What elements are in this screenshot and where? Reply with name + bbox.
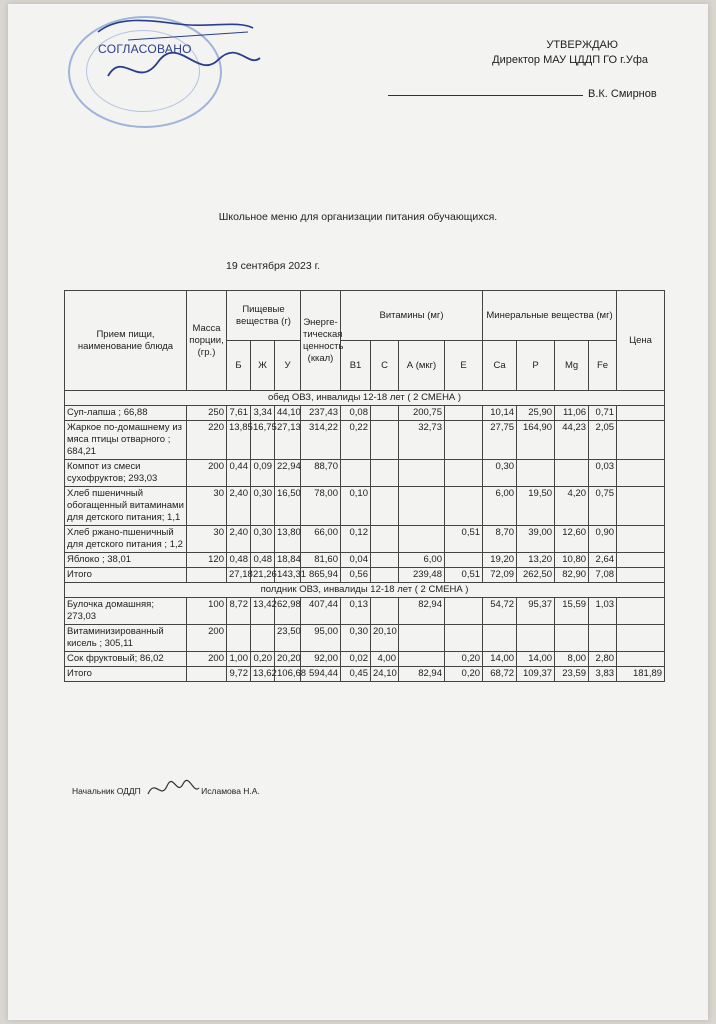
cell-c: 4,00 [371, 652, 399, 667]
cell-a [399, 625, 445, 652]
cell-price [617, 526, 665, 553]
cell-en: 66,00 [301, 526, 341, 553]
cell-name: Витаминизированный кисель ; 305,11 [65, 625, 187, 652]
header-e: Е [445, 341, 483, 391]
cell-price [617, 421, 665, 460]
cell-price: 181,89 [617, 667, 665, 682]
cell-a [399, 652, 445, 667]
cell-ca [483, 625, 517, 652]
cell-ca: 19,20 [483, 553, 517, 568]
cell-price [617, 568, 665, 583]
cell-name: Сок фруктовый; 86,02 [65, 652, 187, 667]
document-page [8, 4, 708, 1020]
cell-fe: 2,05 [589, 421, 617, 460]
cell-b1: 0,13 [341, 598, 371, 625]
approval-name: В.К. Смирнов [588, 88, 657, 100]
cell-zh: 0,20 [251, 652, 275, 667]
menu-table [64, 290, 665, 682]
table-row [65, 487, 665, 526]
cell-mg: 8,00 [555, 652, 589, 667]
cell-name: Хлеб ржано-пшеничный для детского питания ; 1,2 [65, 526, 187, 553]
cell-u: 106,68 [275, 667, 301, 682]
cell-p [517, 625, 555, 652]
cell-price [617, 406, 665, 421]
cell-c: 24,10 [371, 667, 399, 682]
cell-mass: 200 [187, 460, 227, 487]
cell-e [445, 460, 483, 487]
cell-b1: 0,02 [341, 652, 371, 667]
cell-fe: 1,03 [589, 598, 617, 625]
cell-mg: 11,06 [555, 406, 589, 421]
header-c: C [371, 341, 399, 391]
section-row-snack [65, 583, 665, 598]
cell-b1: 0,56 [341, 568, 371, 583]
cell-e: 0,20 [445, 667, 483, 682]
cell-en: 95,00 [301, 625, 341, 652]
cell-b1: 0,04 [341, 553, 371, 568]
cell-c [371, 406, 399, 421]
cell-en: 88,70 [301, 460, 341, 487]
cell-ca: 54,72 [483, 598, 517, 625]
cell-b [227, 625, 251, 652]
section-row-lunch [65, 391, 665, 406]
approval-signature-line [388, 95, 583, 96]
cell-p: 25,90 [517, 406, 555, 421]
cell-name: Суп-лапша ; 66,88 [65, 406, 187, 421]
header-mass: Масса порции, (гр.) [187, 291, 227, 391]
cell-fe [589, 625, 617, 652]
footer [72, 786, 260, 796]
cell-c: 20,10 [371, 625, 399, 652]
cell-fe: 2,64 [589, 553, 617, 568]
footer-name: Исламова Н.А. [201, 786, 260, 796]
cell-u: 18,84 [275, 553, 301, 568]
cell-en: 865,94 [301, 568, 341, 583]
cell-u: 22,94 [275, 460, 301, 487]
approval-title: УТВЕРЖДАЮ [546, 39, 618, 51]
table-row [65, 406, 665, 421]
cell-u: 13,80 [275, 526, 301, 553]
header-energy: Энерге-тическая ценность (ккал) [301, 291, 341, 391]
cell-b1: 0,22 [341, 421, 371, 460]
cell-a: 82,94 [399, 598, 445, 625]
header-b: Б [227, 341, 251, 391]
cell-u: 23,50 [275, 625, 301, 652]
cell-mass [187, 667, 227, 682]
cell-e [445, 598, 483, 625]
table-row [65, 460, 665, 487]
cell-zh: 13,42 [251, 598, 275, 625]
cell-e [445, 406, 483, 421]
cell-b: 2,40 [227, 487, 251, 526]
cell-c [371, 421, 399, 460]
header-p: P [517, 341, 555, 391]
table-row [65, 553, 665, 568]
cell-p: 13,20 [517, 553, 555, 568]
cell-b: 0,44 [227, 460, 251, 487]
cell-price [617, 460, 665, 487]
section-title-snack: полдник ОВЗ, инвалиды 12-18 лет ( 2 СМЕНА ) [65, 583, 665, 598]
approval-position: Директор МАУ ЦДДП ГО г.Уфа [492, 54, 648, 66]
header-zh: Ж [251, 341, 275, 391]
cell-name: Жаркое по-домашнему из мяса птицы отварного ; 684,21 [65, 421, 187, 460]
cell-b: 2,40 [227, 526, 251, 553]
cell-c [371, 598, 399, 625]
header-u: У [275, 341, 301, 391]
cell-ca: 72,09 [483, 568, 517, 583]
cell-e: 0,51 [445, 526, 483, 553]
cell-c [371, 553, 399, 568]
cell-mg: 23,59 [555, 667, 589, 682]
cell-b: 27,18 [227, 568, 251, 583]
cell-ca: 68,72 [483, 667, 517, 682]
header-vitamins: Витамины (мг) [341, 291, 483, 341]
section-title-lunch: обед ОВЗ, инвалиды 12-18 лет ( 2 СМЕНА ) [65, 391, 665, 406]
cell-name: Итого [65, 667, 187, 682]
document-title: Школьное меню для организации питания обучающихся. [218, 211, 498, 223]
cell-mass: 250 [187, 406, 227, 421]
cell-mass: 200 [187, 652, 227, 667]
agreed-label: СОГЛАСОВАНО [98, 42, 192, 56]
cell-a: 32,73 [399, 421, 445, 460]
cell-a [399, 460, 445, 487]
cell-u: 44,10 [275, 406, 301, 421]
cell-c [371, 526, 399, 553]
cell-ca: 10,14 [483, 406, 517, 421]
cell-p [517, 460, 555, 487]
cell-fe: 2,80 [589, 652, 617, 667]
table-row [65, 667, 665, 682]
cell-name: Хлеб пшеничный обогащенный витаминами для детского питания; 1,1 [65, 487, 187, 526]
header-meal: Прием пищи, наименование блюда [65, 291, 187, 391]
cell-mg: 12,60 [555, 526, 589, 553]
cell-ca: 8,70 [483, 526, 517, 553]
cell-p: 164,90 [517, 421, 555, 460]
header-price: Цена [617, 291, 665, 391]
header-nutrients: Пищевые вещества (г) [227, 291, 301, 341]
cell-ca: 0,30 [483, 460, 517, 487]
cell-b1 [341, 460, 371, 487]
cell-mg: 44,23 [555, 421, 589, 460]
cell-e [445, 487, 483, 526]
cell-name: Булочка домашняя; 273,03 [65, 598, 187, 625]
cell-b: 9,72 [227, 667, 251, 682]
table-row [65, 421, 665, 460]
cell-fe: 0,03 [589, 460, 617, 487]
cell-a: 239,48 [399, 568, 445, 583]
cell-a: 200,75 [399, 406, 445, 421]
cell-ca: 27,75 [483, 421, 517, 460]
cell-b: 13,85 [227, 421, 251, 460]
cell-price [617, 625, 665, 652]
cell-zh: 0,09 [251, 460, 275, 487]
cell-c [371, 487, 399, 526]
cell-p: 19,50 [517, 487, 555, 526]
cell-p: 262,50 [517, 568, 555, 583]
cell-zh: 16,75 [251, 421, 275, 460]
cell-u: 20,20 [275, 652, 301, 667]
cell-mg: 4,20 [555, 487, 589, 526]
cell-fe: 7,08 [589, 568, 617, 583]
cell-en: 92,00 [301, 652, 341, 667]
cell-en: 594,44 [301, 667, 341, 682]
cell-name: Итого [65, 568, 187, 583]
header-b1: B1 [341, 341, 371, 391]
cell-en: 81,60 [301, 553, 341, 568]
cell-u: 27,13 [275, 421, 301, 460]
header-ca: Ca [483, 341, 517, 391]
cell-b1: 0,12 [341, 526, 371, 553]
cell-mass: 120 [187, 553, 227, 568]
cell-zh: 21,26 [251, 568, 275, 583]
cell-b: 0,48 [227, 553, 251, 568]
header-mg: Mg [555, 341, 589, 391]
header-fe: Fe [589, 341, 617, 391]
cell-mg [555, 460, 589, 487]
cell-e: 0,20 [445, 652, 483, 667]
cell-b1: 0,10 [341, 487, 371, 526]
cell-c [371, 460, 399, 487]
footer-position: Начальник ОДДП [72, 786, 141, 796]
cell-zh: 3,34 [251, 406, 275, 421]
cell-fe: 3,83 [589, 667, 617, 682]
cell-mg [555, 625, 589, 652]
cell-b1: 0,45 [341, 667, 371, 682]
cell-price [617, 652, 665, 667]
header-a: А (мкг) [399, 341, 445, 391]
cell-mg: 10,80 [555, 553, 589, 568]
cell-e: 0,51 [445, 568, 483, 583]
cell-zh [251, 625, 275, 652]
table-row [65, 568, 665, 583]
cell-ca: 6,00 [483, 487, 517, 526]
cell-en: 314,22 [301, 421, 341, 460]
cell-b: 8,72 [227, 598, 251, 625]
cell-zh: 0,30 [251, 487, 275, 526]
cell-b1: 0,30 [341, 625, 371, 652]
cell-mass: 100 [187, 598, 227, 625]
cell-mg: 82,90 [555, 568, 589, 583]
cell-b: 1,00 [227, 652, 251, 667]
cell-mass [187, 568, 227, 583]
cell-u: 143,31 [275, 568, 301, 583]
cell-zh: 0,48 [251, 553, 275, 568]
cell-e [445, 553, 483, 568]
cell-c [371, 568, 399, 583]
cell-mg: 15,59 [555, 598, 589, 625]
cell-en: 407,44 [301, 598, 341, 625]
table-row [65, 625, 665, 652]
cell-a: 82,94 [399, 667, 445, 682]
table-row [65, 526, 665, 553]
cell-p: 95,37 [517, 598, 555, 625]
cell-e [445, 625, 483, 652]
cell-b: 7,61 [227, 406, 251, 421]
cell-price [617, 553, 665, 568]
cell-zh: 13,62 [251, 667, 275, 682]
cell-zh: 0,30 [251, 526, 275, 553]
cell-e [445, 421, 483, 460]
cell-mass: 200 [187, 625, 227, 652]
cell-mass: 220 [187, 421, 227, 460]
table-row [65, 652, 665, 667]
cell-price [617, 487, 665, 526]
cell-ca: 14,00 [483, 652, 517, 667]
cell-name: Компот из смеси сухофруктов; 293,03 [65, 460, 187, 487]
cell-u: 16,50 [275, 487, 301, 526]
cell-price [617, 598, 665, 625]
cell-fe: 0,75 [589, 487, 617, 526]
cell-mass: 30 [187, 526, 227, 553]
cell-fe: 0,71 [589, 406, 617, 421]
cell-a: 6,00 [399, 553, 445, 568]
cell-b1: 0,08 [341, 406, 371, 421]
header-minerals: Минеральные вещества (мг) [483, 291, 617, 341]
cell-en: 237,43 [301, 406, 341, 421]
document-date: 19 сентября 2023 г. [226, 260, 321, 272]
cell-p: 14,00 [517, 652, 555, 667]
cell-p: 109,37 [517, 667, 555, 682]
cell-fe: 0,90 [589, 526, 617, 553]
menu-table-body [65, 391, 665, 682]
cell-mass: 30 [187, 487, 227, 526]
cell-a [399, 526, 445, 553]
cell-name: Яблоко ; 38,01 [65, 553, 187, 568]
cell-a [399, 487, 445, 526]
cell-p: 39,00 [517, 526, 555, 553]
cell-en: 78,00 [301, 487, 341, 526]
table-row [65, 598, 665, 625]
cell-u: 62,98 [275, 598, 301, 625]
approval-block [428, 39, 688, 100]
